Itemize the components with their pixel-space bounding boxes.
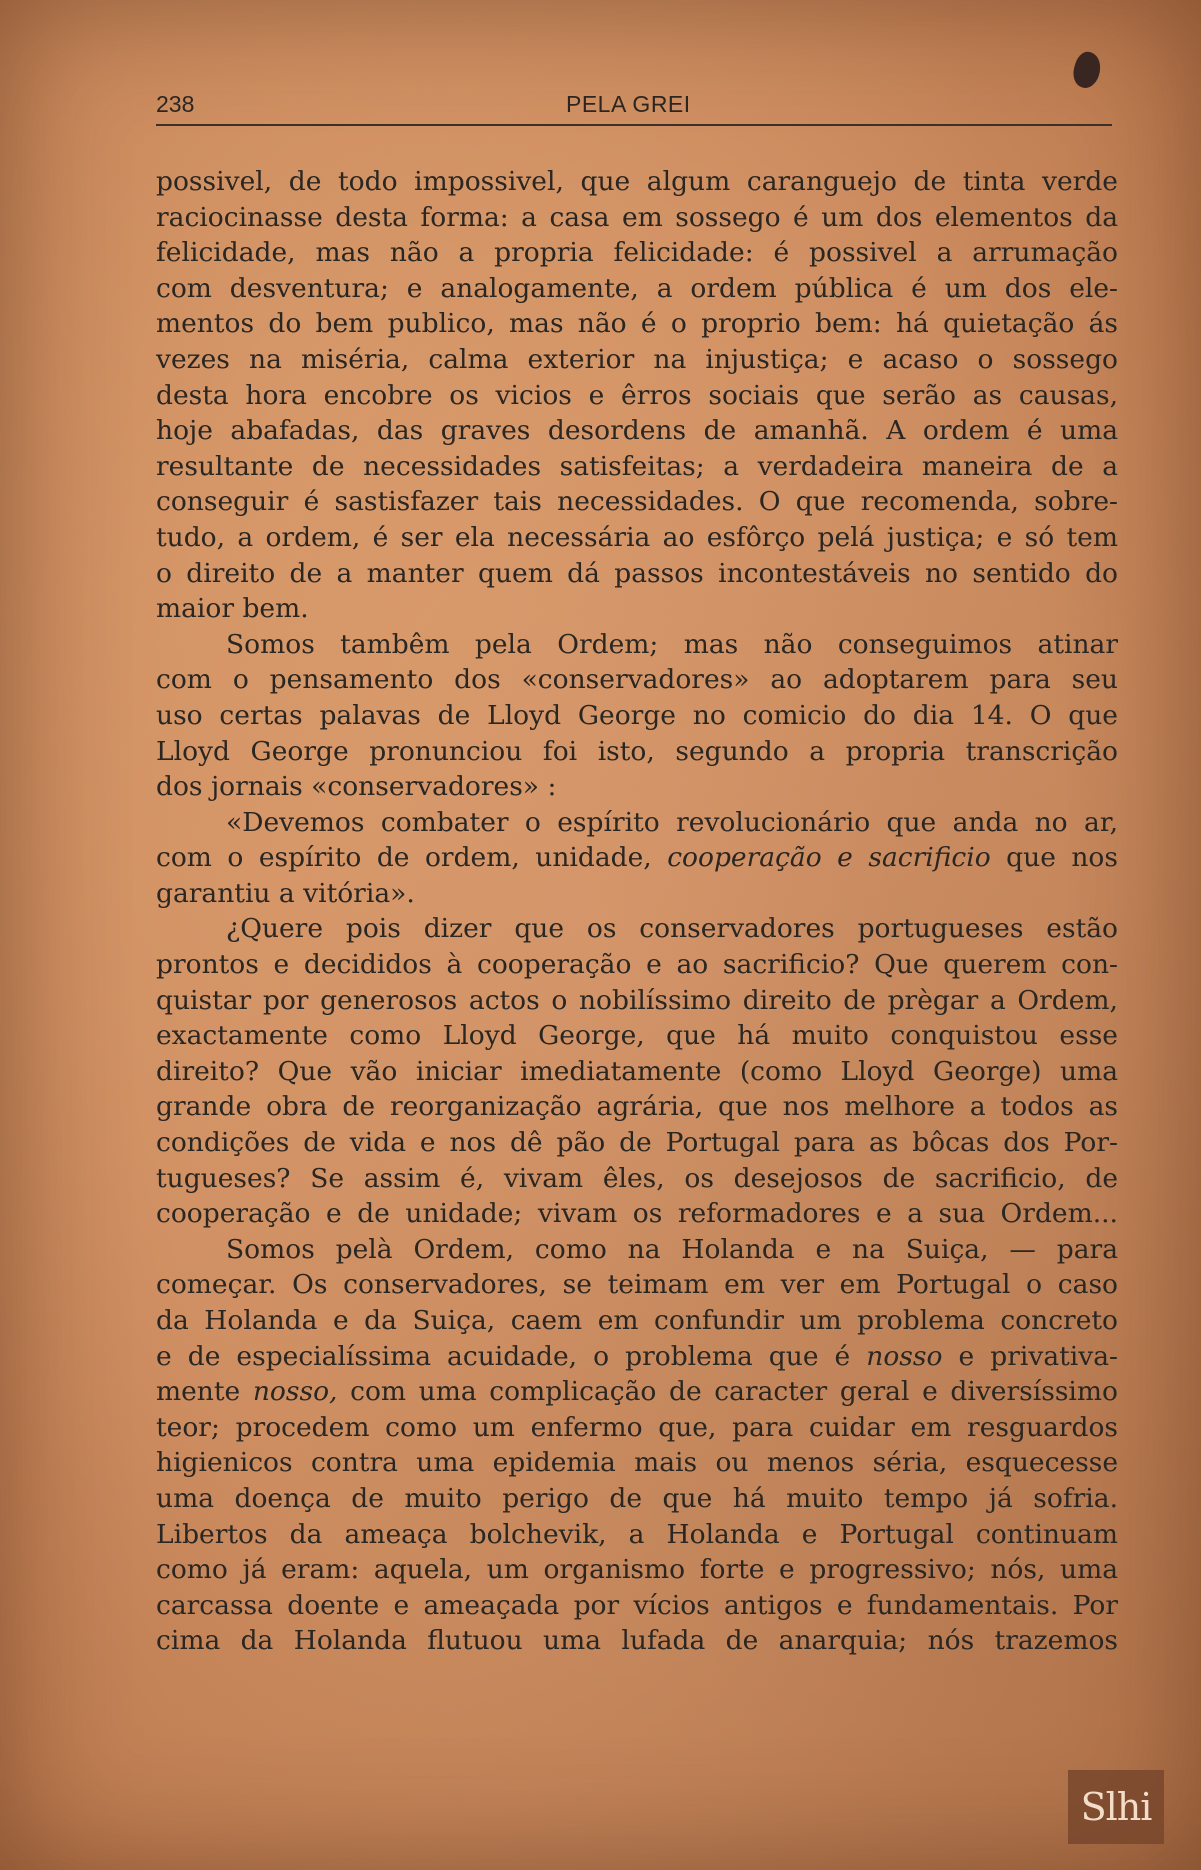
text-line: higienicos contra uma epidemia mais ou menos séria, esquecesse — [156, 1447, 1118, 1479]
text-line: com desventura; e analogamente, a ordem pública é um dos ele- — [156, 272, 1118, 304]
text-line: uma doença de muito perigo de que há muito tempo já sofria. — [156, 1482, 1118, 1514]
text-line: cooperação e de unidade; vivam os reformadores e a sua Ordem... — [156, 1198, 1118, 1230]
page-number: 238 — [156, 91, 195, 117]
text-fragment: com o espírito de ordem, unidade, — [156, 842, 652, 874]
text-line: dos jornais «conservadores» : — [156, 771, 557, 803]
text-line: como já eram: aquela, um organismo forte e progressivo; nós, uma — [156, 1554, 1118, 1586]
text-line: Somos tambêm pela Ordem; mas não conseguimos atinar — [226, 628, 1118, 660]
text-line: cima da Holanda flutuou uma lufada de anarquia; nós trazemos — [156, 1625, 1118, 1657]
text-line: carcassa doente e ameaçada por vícios antigos e fundamentais. Por — [156, 1589, 1118, 1621]
text-line: com o pensamento dos «conservadores» ao adoptarem para seu — [156, 664, 1118, 696]
italic-phrase: cooperação e sacrificio — [667, 842, 991, 874]
text-fragment: e privativa- — [942, 1340, 1118, 1372]
text-fragment: que nos — [990, 842, 1118, 874]
text-line: ¿Quere pois dizer que os conservadores portugueses estão — [226, 913, 1118, 945]
text-line: garantiu a vitória». — [156, 877, 415, 909]
ink-blot-mark — [1069, 49, 1105, 91]
text-line: da Holanda e da Suiça, caem em confundir um problema concreto — [156, 1305, 1118, 1336]
text-line: felicidade, mas não a propria felicidade: é possivel a arrumação — [156, 237, 1118, 269]
text-line: o direito de a manter quem dá passos incontestáveis no sentido do — [156, 557, 1118, 589]
text-line: «Devemos combater o espírito revolucionário que anda no ar, — [226, 806, 1118, 838]
text-line-italic — [156, 1339, 1118, 1375]
text-line: quistar por generosos actos o nobilíssimo direito de prègar a Ordem, — [156, 984, 1118, 1016]
italic-phrase: nosso, — [252, 1376, 338, 1408]
text-line: raciocinasse desta forma: a casa em sossego é um dos elementos da — [156, 201, 1118, 233]
text-line: começar. Os conservadores, se teimam em ver em Portugal o caso — [156, 1269, 1118, 1301]
text-line: tudo, a ordem, é ser ela necessária ao esfôrço pelá justiça; e só tem — [156, 521, 1118, 553]
text-line: tugueses? Se assim é, vivam êles, os desejosos de sacrificio, de — [156, 1162, 1118, 1194]
text-line: teor; procedem como um enfermo que, para cuidar em resguardos — [156, 1411, 1118, 1443]
running-title: PELA GREI — [566, 91, 691, 117]
italic-phrase: nosso — [866, 1340, 943, 1372]
text-line: resultante de necessidades satisfeitas; a verdadeira maneira de a — [156, 450, 1118, 482]
text-line: mentos do bem publico, mas não é o proprio bem: há quietação ás — [156, 308, 1118, 340]
page-header — [156, 88, 1112, 126]
text-fragment: e de especialíssima acuidade, o problema que é — [156, 1340, 851, 1372]
text-line: Lloyd George pronunciou foi isto, segundo a propria transcrição — [156, 735, 1118, 767]
text-line-italic — [156, 1374, 1118, 1410]
text-line: grande obra de reorganização agrária, que nos melhore a todos as — [156, 1091, 1118, 1123]
text-line: exactamente como Lloyd George, que há muito conquistou esse — [156, 1020, 1118, 1052]
text-line: possivel, de todo impossivel, que algum caranguejo de tinta verde — [156, 166, 1118, 197]
text-line: direito? Que vão iniciar imediatamente (como Lloyd George) uma — [156, 1055, 1118, 1087]
text-line: desta hora encobre os vicios e êrros sociais que serão as causas, — [156, 379, 1118, 411]
text-line: hoje abafadas, das graves desordens de amanhã. A ordem é uma — [156, 415, 1118, 447]
text-line: prontos e decididos à cooperação e ao sacrificio? Que querem con- — [156, 949, 1118, 981]
text-line: uso certas palavas de Lloyd George no comicio do dia 14. O que — [156, 699, 1118, 731]
body-text — [156, 164, 1118, 1659]
text-line: maior bem. — [156, 593, 309, 625]
text-line: condições de vida e nos dê pão de Portugal para as bôcas dos Por- — [156, 1127, 1118, 1159]
text-fragment: mente — [156, 1376, 241, 1408]
text-line-italic — [156, 840, 1118, 876]
text-line: Somos pelà Ordem, como na Holanda e na Suiça, — para — [226, 1233, 1118, 1265]
text-line: conseguir é sastisfazer tais necessidades. O que recomenda, sobre- — [156, 486, 1118, 518]
text-fragment: com uma complicação de caracter geral e diversíssimo — [337, 1376, 1118, 1408]
library-watermark-logo: Slhi — [1068, 1770, 1164, 1844]
text-line: Libertos da ameaça bolchevik, a Holanda e Portugal continuam — [156, 1518, 1118, 1550]
text-line: vezes na miséria, calma exterior na injustiça; e acaso o sossego — [156, 343, 1118, 375]
